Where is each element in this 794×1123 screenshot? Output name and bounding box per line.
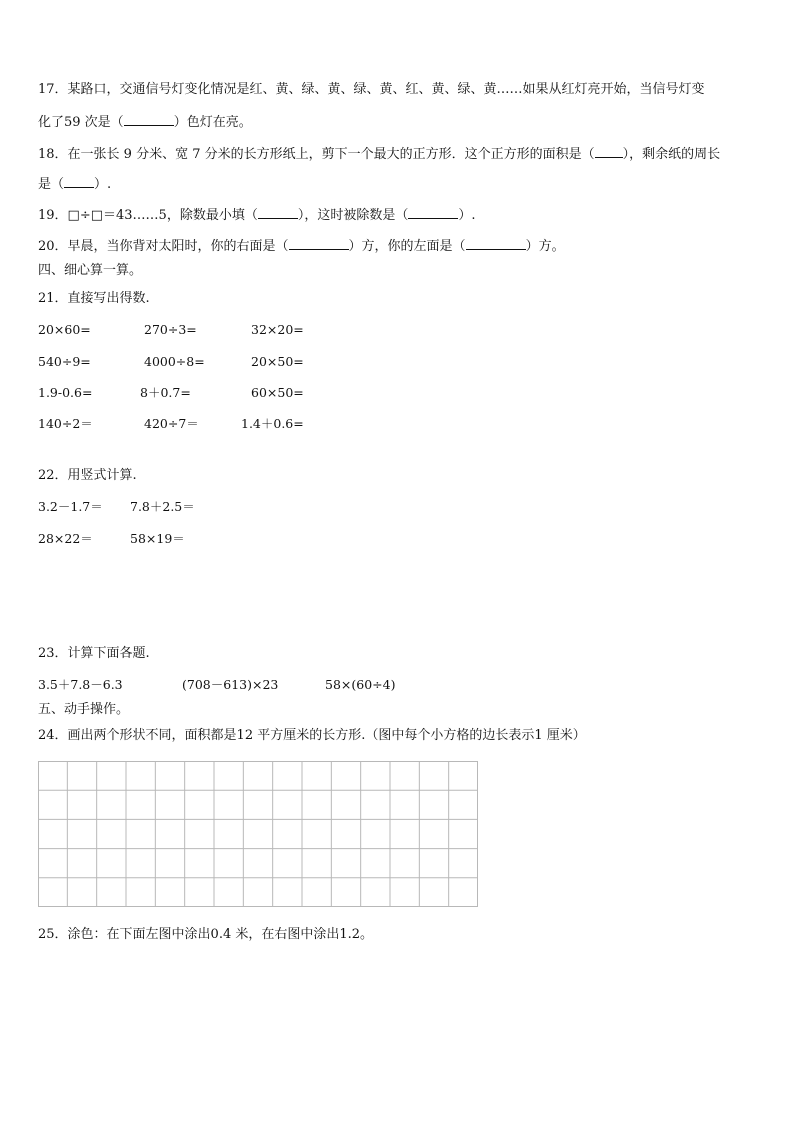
answer-blank[interactable] xyxy=(408,207,458,219)
calc-item: 7.8＋2.5＝ xyxy=(130,499,195,514)
calc-item: 420÷7＝ xyxy=(144,416,199,431)
question-22: 22．用竖式计算. xyxy=(38,468,137,483)
calc-item: (708－613)×23 xyxy=(182,677,279,692)
section-5-heading: 五、动手操作。 xyxy=(38,702,130,717)
answer-blank[interactable] xyxy=(466,238,526,250)
answer-blank[interactable] xyxy=(595,146,623,158)
calc-item: 20×50= xyxy=(251,354,304,369)
answer-blank[interactable] xyxy=(289,238,349,250)
question-20: 20．早晨，当你背对太阳时，你的右面是（ ）方，你的左面是（ ）方。 xyxy=(38,239,565,254)
answer-blank[interactable] xyxy=(258,207,298,219)
calc-item: 1.4＋0.6= xyxy=(241,416,304,431)
calc-item: 32×20= xyxy=(251,322,304,337)
answer-blank[interactable] xyxy=(124,114,174,126)
question-24: 24．画出两个形状不同，面积都是12 平方厘米的长方形.（图中每个小方格的边长表示1 厘米） xyxy=(38,728,586,743)
calc-item: 20×60= xyxy=(38,322,91,337)
question-25: 25．涂色：在下面左图中涂出0.4 米，在右图中涂出1.2。 xyxy=(38,927,374,942)
answer-blank[interactable] xyxy=(64,176,94,188)
calc-item: 58×19＝ xyxy=(130,531,185,546)
question-18-line-2: 是（ ）. xyxy=(38,177,112,192)
question-21: 21．直接写出得数. xyxy=(38,291,150,306)
calc-item: 58×(60÷4) xyxy=(325,677,396,692)
calc-item: 270÷3= xyxy=(144,322,197,337)
question-23: 23．计算下面各题. xyxy=(38,646,150,661)
calc-item: 28×22＝ xyxy=(38,531,93,546)
calc-item: 8＋0.7= xyxy=(140,385,191,400)
question-19: 19．□÷□＝43……5，除数最小填（ ），这时被除数是（ ）. xyxy=(38,208,476,223)
question-17-line-1: 17．某路口，交通信号灯变化情况是红、黄、绿、黄、绿、黄、红、黄、绿、黄……如果从红灯亮开始，当信号灯变 xyxy=(38,82,705,97)
calc-item: 540÷9= xyxy=(38,354,91,369)
square-grid[interactable] xyxy=(38,761,478,907)
question-17-line-2: 化了59 次是（ ）色灯在亮。 xyxy=(38,115,252,130)
section-4-heading: 四、细心算一算。 xyxy=(38,263,143,278)
calc-item: 60×50= xyxy=(251,385,304,400)
calc-item: 3.5＋7.8－6.3 xyxy=(38,677,123,692)
calc-item: 4000÷8= xyxy=(144,354,205,369)
question-18-line-1: 18．在一张长 9 分米、宽 7 分米的长方形纸上，剪下一个最大的正方形．这个正方形的面积是（ ），剩余纸的周长 xyxy=(38,147,721,162)
calc-item: 140÷2＝ xyxy=(38,416,93,431)
calc-item: 1.9-0.6= xyxy=(38,385,93,400)
calc-item: 3.2－1.7＝ xyxy=(38,499,103,514)
